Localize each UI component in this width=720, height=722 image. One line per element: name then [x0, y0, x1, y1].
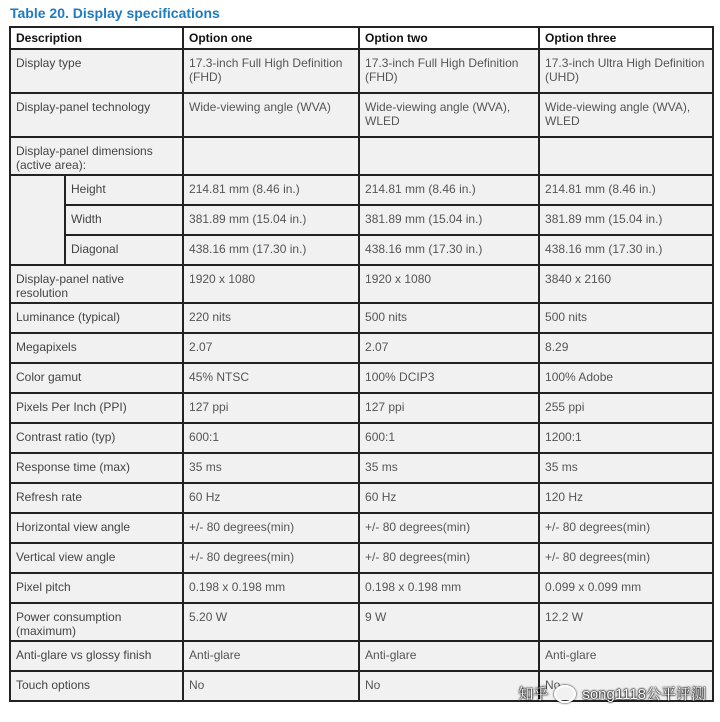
- row-label: Display-panel technology: [10, 93, 183, 137]
- cell-option-two: [359, 137, 539, 175]
- cell-option-one: +/- 80 degrees(min): [183, 513, 359, 543]
- cell-option-two: 0.198 x 0.198 mm: [359, 573, 539, 603]
- cell-option-one: 0.198 x 0.198 mm: [183, 573, 359, 603]
- table-row: [10, 483, 713, 513]
- cell-option-one: 35 ms: [183, 453, 359, 483]
- table-row: [10, 363, 713, 393]
- cell-option-one: 45% NTSC: [183, 363, 359, 393]
- row-label: Megapixels: [10, 333, 183, 363]
- row-label: Vertical view angle: [10, 543, 183, 573]
- cell-option-one: Wide-viewing angle (WVA): [183, 93, 359, 137]
- cell-option-three: Anti-glare: [539, 641, 713, 671]
- cell-option-two: 17.3-inch Full High Definition (FHD): [359, 49, 539, 93]
- cell-option-two: 500 nits: [359, 303, 539, 333]
- indent-cell: [10, 175, 65, 265]
- cell-option-three: 0.099 x 0.099 mm: [539, 573, 713, 603]
- row-label: Color gamut: [10, 363, 183, 393]
- cell-option-three: 381.89 mm (15.04 in.): [539, 205, 713, 235]
- table-row: [10, 393, 713, 423]
- cell-option-three: 255 ppi: [539, 393, 713, 423]
- cell-option-one: 127 ppi: [183, 393, 359, 423]
- table-row: [10, 265, 713, 303]
- cell-option-two: 2.07: [359, 333, 539, 363]
- row-label: Contrast ratio (typ): [10, 423, 183, 453]
- cell-option-one: 220 nits: [183, 303, 359, 333]
- table-row: [10, 641, 713, 671]
- header-option-three: Option three: [539, 27, 713, 49]
- cell-option-two: 127 ppi: [359, 393, 539, 423]
- cell-option-three: [539, 137, 713, 175]
- row-label: Display type: [10, 49, 183, 93]
- cell-option-two: 9 W: [359, 603, 539, 641]
- watermark-site: 知乎: [518, 686, 549, 703]
- table-row: [10, 235, 713, 265]
- row-label: Width: [65, 205, 183, 235]
- row-label: Display-panel native resolution: [10, 265, 183, 303]
- header-description: Description: [10, 27, 183, 49]
- cell-option-three: +/- 80 degrees(min): [539, 543, 713, 573]
- table-row: [10, 603, 713, 641]
- cell-option-one: 214.81 mm (8.46 in.): [183, 175, 359, 205]
- cell-option-three: 35 ms: [539, 453, 713, 483]
- cell-option-two: 60 Hz: [359, 483, 539, 513]
- cell-option-three: 17.3-inch Ultra High Definition (UHD): [539, 49, 713, 93]
- header-option-two: Option two: [359, 27, 539, 49]
- table-row: [10, 49, 713, 93]
- table-row: [10, 543, 713, 573]
- table-row: [10, 513, 713, 543]
- cell-option-two: No: [359, 671, 539, 701]
- cell-option-three: +/- 80 degrees(min): [539, 513, 713, 543]
- row-label: Pixel pitch: [10, 573, 183, 603]
- cell-option-two: 214.81 mm (8.46 in.): [359, 175, 539, 205]
- table-row: [10, 137, 713, 175]
- cell-option-one: 438.16 mm (17.30 in.): [183, 235, 359, 265]
- row-label: Horizontal view angle: [10, 513, 183, 543]
- row-label: Luminance (typical): [10, 303, 183, 333]
- cell-option-three: No: [539, 671, 713, 701]
- row-label: Power consumption (maximum): [10, 603, 183, 641]
- cell-option-one: 17.3-inch Full High Definition (FHD): [183, 49, 359, 93]
- cell-option-three: Wide-viewing angle (WVA), WLED: [539, 93, 713, 137]
- table-row: [10, 423, 713, 453]
- cell-option-three: 500 nits: [539, 303, 713, 333]
- cell-option-three: 120 Hz: [539, 483, 713, 513]
- row-label: Response time (max): [10, 453, 183, 483]
- table-row: [10, 333, 713, 363]
- cell-option-one: 2.07: [183, 333, 359, 363]
- cell-option-two: Wide-viewing angle (WVA), WLED: [359, 93, 539, 137]
- cell-option-three: 214.81 mm (8.46 in.): [539, 175, 713, 205]
- cell-option-one: 5.20 W: [183, 603, 359, 641]
- table-row: [10, 573, 713, 603]
- cell-option-two: Anti-glare: [359, 641, 539, 671]
- cell-option-three: 100% Adobe: [539, 363, 713, 393]
- table-row: [10, 93, 713, 137]
- cell-option-two: 35 ms: [359, 453, 539, 483]
- cell-option-one: [183, 137, 359, 175]
- table-row: [10, 205, 713, 235]
- display-spec-table: [9, 26, 714, 702]
- row-label: Display-panel dimensions (active area):: [10, 137, 183, 175]
- cell-option-three: 8.29: [539, 333, 713, 363]
- row-label: Refresh rate: [10, 483, 183, 513]
- table-row: [10, 303, 713, 333]
- cell-option-two: 438.16 mm (17.30 in.): [359, 235, 539, 265]
- table-row: [10, 175, 713, 205]
- header-option-one: Option one: [183, 27, 359, 49]
- cell-option-two: 1920 x 1080: [359, 265, 539, 303]
- row-label: Height: [65, 175, 183, 205]
- cell-option-one: Anti-glare: [183, 641, 359, 671]
- cell-option-two: 600:1: [359, 423, 539, 453]
- table-header-row: [10, 27, 713, 49]
- cell-option-one: 600:1: [183, 423, 359, 453]
- cell-option-one: 60 Hz: [183, 483, 359, 513]
- cell-option-three: 438.16 mm (17.30 in.): [539, 235, 713, 265]
- row-label: Pixels Per Inch (PPI): [10, 393, 183, 423]
- cell-option-one: No: [183, 671, 359, 701]
- cell-option-three: 12.2 W: [539, 603, 713, 641]
- cell-option-two: 381.89 mm (15.04 in.): [359, 205, 539, 235]
- cell-option-two: 100% DCIP3: [359, 363, 539, 393]
- cell-option-two: +/- 80 degrees(min): [359, 543, 539, 573]
- row-label: Diagonal: [65, 235, 183, 265]
- cell-option-one: 1920 x 1080: [183, 265, 359, 303]
- wechat-icon: [554, 685, 576, 703]
- cell-option-one: +/- 80 degrees(min): [183, 543, 359, 573]
- row-label: Touch options: [10, 671, 183, 701]
- cell-option-one: 381.89 mm (15.04 in.): [183, 205, 359, 235]
- cell-option-three: 3840 x 2160: [539, 265, 713, 303]
- cell-option-two: +/- 80 degrees(min): [359, 513, 539, 543]
- watermark: [518, 683, 706, 704]
- table-row: [10, 453, 713, 483]
- watermark-author: song1118公平评测: [582, 686, 706, 703]
- table-caption: Table 20. Display specifications: [10, 5, 220, 21]
- cell-option-three: 1200:1: [539, 423, 713, 453]
- row-label: Anti-glare vs glossy finish: [10, 641, 183, 671]
